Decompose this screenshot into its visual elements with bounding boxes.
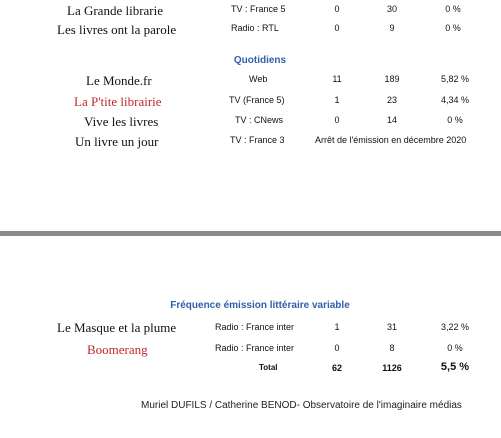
count-a-le-monde: 11 [332,74,342,84]
media-un-livre-un-jour: TV : France 3 [230,135,285,145]
media-la-ptite-librairie: TV (France 5) [229,95,285,105]
media-le-masque-et-la-plume: Radio : France inter [215,322,295,332]
percent-le-masque-et-la-plume: 3,22 % [440,322,470,332]
percent-la-ptite-librairie: 4,34 % [440,95,470,105]
percent-le-monde: 5,82 % [440,74,470,84]
section-divider [0,231,501,236]
count-a-vive-les-livres: 0 [334,115,340,125]
show-name-les-livres-ont-la-parole: Les livres ont la parole [57,22,177,37]
section-title-quotidiens: Quotidiens [233,55,287,66]
media-les-livres-ont-la-parole: Radio : RTL [231,23,279,33]
count-b-la-grande-librarie: 30 [386,4,398,14]
count-b-les-livres-ont-la-parole: 9 [389,23,395,33]
count-b-vive-les-livres: 14 [386,115,398,125]
media-boomerang: Radio : France inter [215,343,295,353]
count-a-la-ptite-librairie: 1 [334,95,340,105]
total-count-b: 1126 [382,363,402,373]
media-vive-les-livres: TV : CNews [235,115,284,125]
count-a-les-livres-ont-la-parole: 0 [334,23,340,33]
count-b-la-ptite-librairie: 23 [386,95,398,105]
count-a-boomerang: 0 [334,343,340,353]
show-name-le-masque-et-la-plume: Le Masque et la plume [57,320,177,335]
show-name-la-ptite-librairie: La P'tite librairie [74,94,162,109]
total-count-a: 62 [331,363,343,373]
count-b-boomerang: 8 [389,343,395,353]
show-name-vive-les-livres: Vive les livres [84,114,159,129]
note-un-livre-un-jour: Arrêt de l'émission en décembre 2020 [315,135,467,145]
percent-vive-les-livres: 0 % [447,115,463,125]
show-name-un-livre-un-jour: Un livre un jour [75,134,159,149]
count-a-la-grande-librarie: 0 [334,4,340,14]
media-le-monde: Web [249,74,268,84]
show-name-boomerang: Boomerang [87,342,148,357]
total-percent: 5,5 % [440,361,470,373]
percent-boomerang: 0 % [447,343,463,353]
count-b-le-masque-et-la-plume: 31 [386,322,398,332]
show-name-le-monde: Le Monde.fr [86,73,152,88]
percent-les-livres-ont-la-parole: 0 % [445,23,461,33]
show-name-la-grande-librarie: La Grande librarie [67,3,164,18]
percent-la-grande-librarie: 0 % [445,4,461,14]
credit-line: Muriel DUFILS / Catherine BENOD- Observatoire de l'imaginaire médias [141,400,462,411]
total-label: Total [259,363,278,372]
count-b-le-monde: 189 [384,74,400,84]
media-la-grande-librarie: TV : France 5 [231,4,286,14]
count-a-le-masque-et-la-plume: 1 [334,322,340,332]
section-title-frequence-variable: Fréquence émission littéraire variable [170,300,350,311]
